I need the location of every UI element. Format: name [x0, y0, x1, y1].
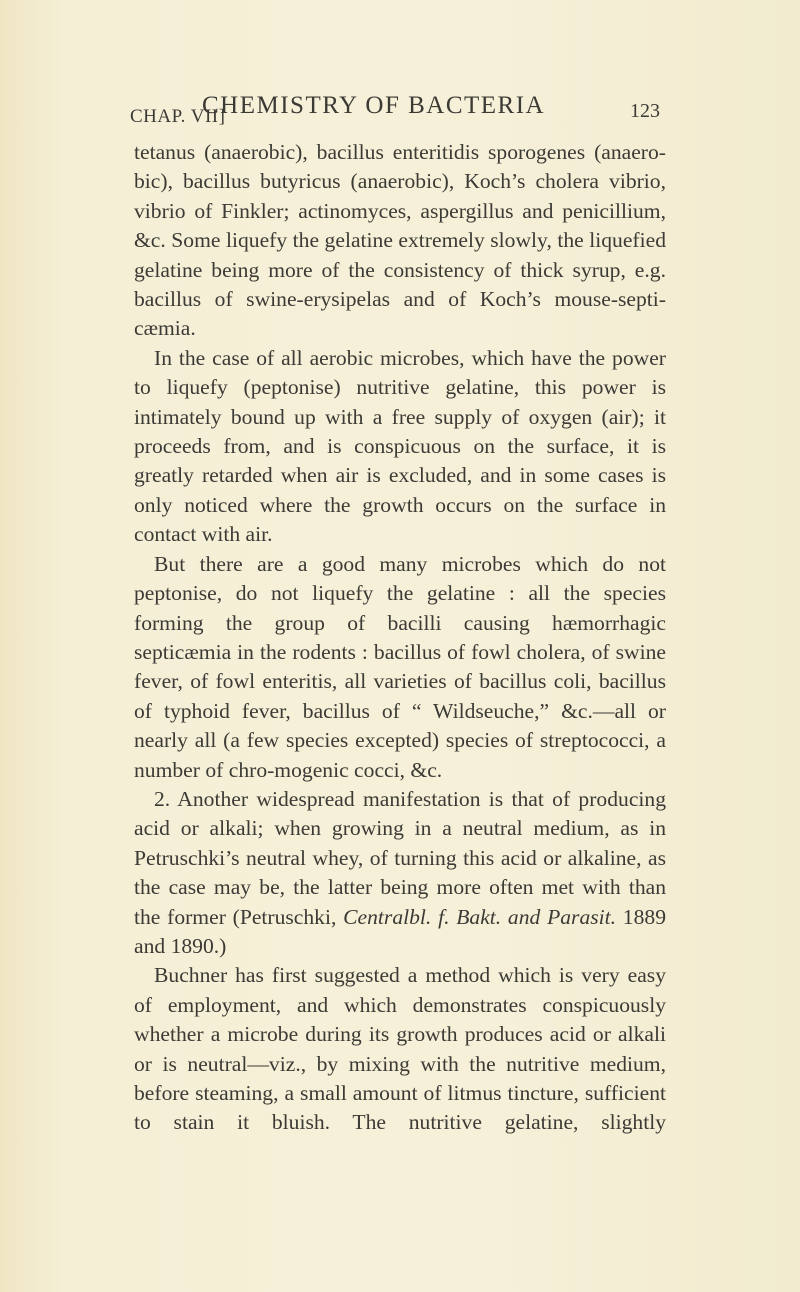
- paragraph-acid-alkali-text: 2. Another widespread manifestation is that of producing acid or alkali; when growing in a neutral medium, as in Petruschki’s neutral whey, of turning this acid or alkaline, as the case may be, the latter being more often met with than the former (Petruschki,: [134, 786, 666, 929]
- paragraph-non-peptonising: But there are a good many microbes which do not peptonise, do not liquefy the gelatine : all the species forming the group of bacilli causing hæmorrhagic septicæmia in the rodents : bacillus of fowl cholera, of swine fever, of fowl enteritis, all varieties of bacillus coli, bacillus of typhoid fever, bacillus of “ Wildseuche,” &c.—all or nearly all (a few species excepted) species of streptococci, a number of chro-mogenic cocci, &c.: [134, 551, 666, 782]
- paragraph-aerobic-microbes: In the case of all aerobic microbes, which have the power to liquefy (peptonise) nutritive gelatine, this power is intimately bound up with a free supply of oxygen (air); it proceeds from, and is conspicuous on the surface, it is greatly retarded when air is excluded, and in some cases is only noticed where the growth occurs on the surface in contact with air.: [134, 345, 666, 547]
- paragraph-buchner-method: Buchner has first suggested a method which is very easy of employment, and which demonstrates conspicuously whether a microbe during its growth produces acid or alkali or is neutral—viz., by mixing with the nutritive medium, before steaming, a small amount of litmus tincture, sufficient to stain it bluish. The nutritive gelatine, slightly: [134, 963, 666, 1135]
- paragraph-tetanus: tetanus (anaerobic), bacillus enteritidis sporogenes (anaero-bic), bacillus butyricus (anaerobic), Koch’s cholera vibrio, vibrio of Finkler; actinomyces, aspergillus and penicillium, &c. Some liquefy the gelatine extremely slowly, the liquefied gelatine being more of the consistency of thick syrup, e.g. bacillus of swine-erysipelas and of Koch’s mouse-septi-cæmia.: [134, 140, 666, 341]
- page-number: 123: [630, 100, 660, 122]
- journal-citation: Centralbl. f. Bakt. and Parasit.: [343, 904, 617, 929]
- paragraph-acid-alkali-years: 1889 and 1890.): [134, 904, 666, 958]
- body-text: [134, 138, 666, 1138]
- paragraph-acid-alkali: [134, 785, 666, 961]
- running-title: CHEMISTRY OF BACTERIA: [202, 92, 546, 119]
- chapter-label: CHAP. VII]: [130, 106, 226, 127]
- running-head: [130, 92, 660, 132]
